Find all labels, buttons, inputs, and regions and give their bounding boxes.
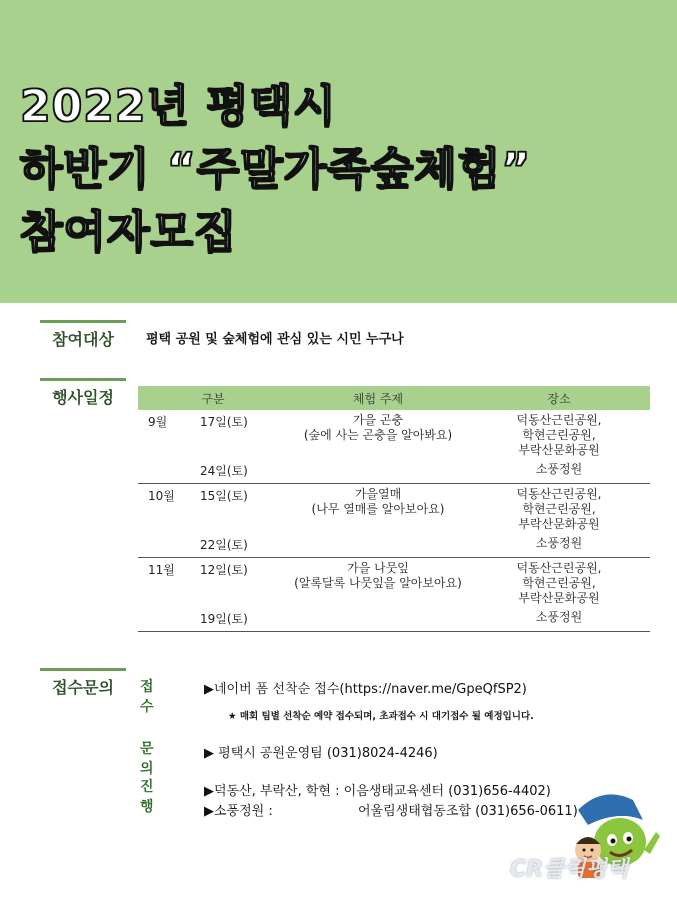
place-cell	[468, 561, 650, 606]
place-line: 부락산문화공원	[518, 517, 600, 531]
progress-label: 진 행	[140, 779, 160, 815]
date-cell: 17일(토)	[200, 415, 248, 429]
section-bar	[40, 378, 126, 381]
theme-title: 가을열매	[354, 487, 402, 501]
place-line: 부락산문화공원	[518, 591, 600, 605]
date-cell: 12일(토)	[200, 563, 248, 577]
place-line: 덕동산근린공원,	[516, 413, 602, 427]
section-bar	[40, 668, 126, 671]
col-header-theme: 체험 주제	[352, 391, 404, 406]
section-label-text: 행사일정	[52, 388, 114, 407]
watermark: CR클릭평택	[510, 857, 629, 882]
section-label-schedule	[40, 378, 126, 408]
date-cell: 24일(토)	[200, 464, 248, 478]
receipt-text: ▶네이버 폼 선착순 접수(https://naver.me/GpeQfSP2)	[204, 682, 527, 697]
inquiry-text: ▶ 평택시 공원운영팀 (031)8024-4246)	[204, 746, 438, 761]
section-bar	[40, 320, 126, 323]
inquiry-label: 문 의	[140, 741, 160, 777]
theme-subtitle: (나무 열매를 알아보아요)	[311, 502, 445, 516]
section-label-text: 접수문의	[52, 678, 114, 697]
table-row	[138, 413, 650, 458]
target-description: 평택 공원 및 숲체험에 관심 있는 시민 누구나	[146, 332, 404, 347]
title-line-2: 하반기 “주말가족숲체험”	[20, 144, 532, 195]
date-cell: 22일(토)	[200, 538, 248, 552]
header-banner	[0, 0, 677, 303]
theme-subtitle: (숲에 사는 곤충을 알아봐요)	[303, 428, 453, 442]
theme-cell	[288, 413, 468, 458]
theme-subtitle: (알록달록 나뭇잎을 알아보아요)	[294, 576, 462, 590]
month-block-november	[138, 558, 650, 632]
title-line-3: 참여자모집	[20, 207, 238, 258]
place-cell: 소풍정원	[535, 536, 583, 550]
schedule-header-row	[138, 386, 650, 410]
place-line: 덕동산근린공원,	[516, 561, 602, 575]
date-cell: 19일(토)	[200, 612, 248, 626]
month-cell: 10월	[148, 489, 175, 503]
place-cell	[468, 413, 650, 458]
schedule-table	[138, 386, 650, 632]
table-row	[138, 610, 650, 627]
section-label-text: 참여대상	[52, 330, 114, 349]
title-line-1: 2022년 평택시	[20, 81, 337, 132]
place-cell: 소풍정원	[535, 462, 583, 476]
place-line: 덕동산근린공원,	[516, 487, 602, 501]
theme-title: 가을 나뭇잎	[347, 561, 409, 575]
place-cell: 소풍정원	[535, 610, 583, 624]
place-line: 학현근린공원,	[522, 428, 596, 442]
progress-line-2-label: ▶소풍정원 :	[204, 804, 273, 819]
month-block-october	[138, 484, 650, 558]
table-row	[138, 487, 650, 532]
theme-cell	[288, 561, 468, 606]
theme-title: 가을 곤충	[352, 413, 404, 427]
section-label-target	[40, 320, 126, 350]
month-cell: 9월	[148, 415, 168, 429]
table-row	[138, 462, 650, 479]
place-line: 학현근린공원,	[522, 502, 596, 516]
theme-cell	[288, 487, 468, 532]
month-cell: 11월	[148, 563, 175, 577]
place-cell	[468, 487, 650, 532]
date-cell: 15일(토)	[200, 489, 248, 503]
receipt-note: ★ 매회 팀별 선착순 예약 접수되며, 초과접수 시 대기접수 될 예정입니다.	[228, 711, 534, 722]
section-label-contact	[40, 668, 126, 698]
col-header-place: 장소	[547, 391, 571, 406]
month-block-september	[138, 410, 650, 484]
receipt-label: 접 수	[140, 679, 160, 715]
progress-line-1: ▶덕동산, 부락산, 학현 : 이음생태교육센터 (031)656-4402)	[204, 784, 551, 799]
progress-line-2-org: 어울림생태협동조합 (031)656-0611)	[358, 804, 578, 819]
table-row	[138, 561, 650, 606]
place-line: 부락산문화공원	[518, 443, 600, 457]
col-header-category: 구분	[201, 391, 225, 406]
table-row	[138, 536, 650, 553]
place-line: 학현근린공원,	[522, 576, 596, 590]
